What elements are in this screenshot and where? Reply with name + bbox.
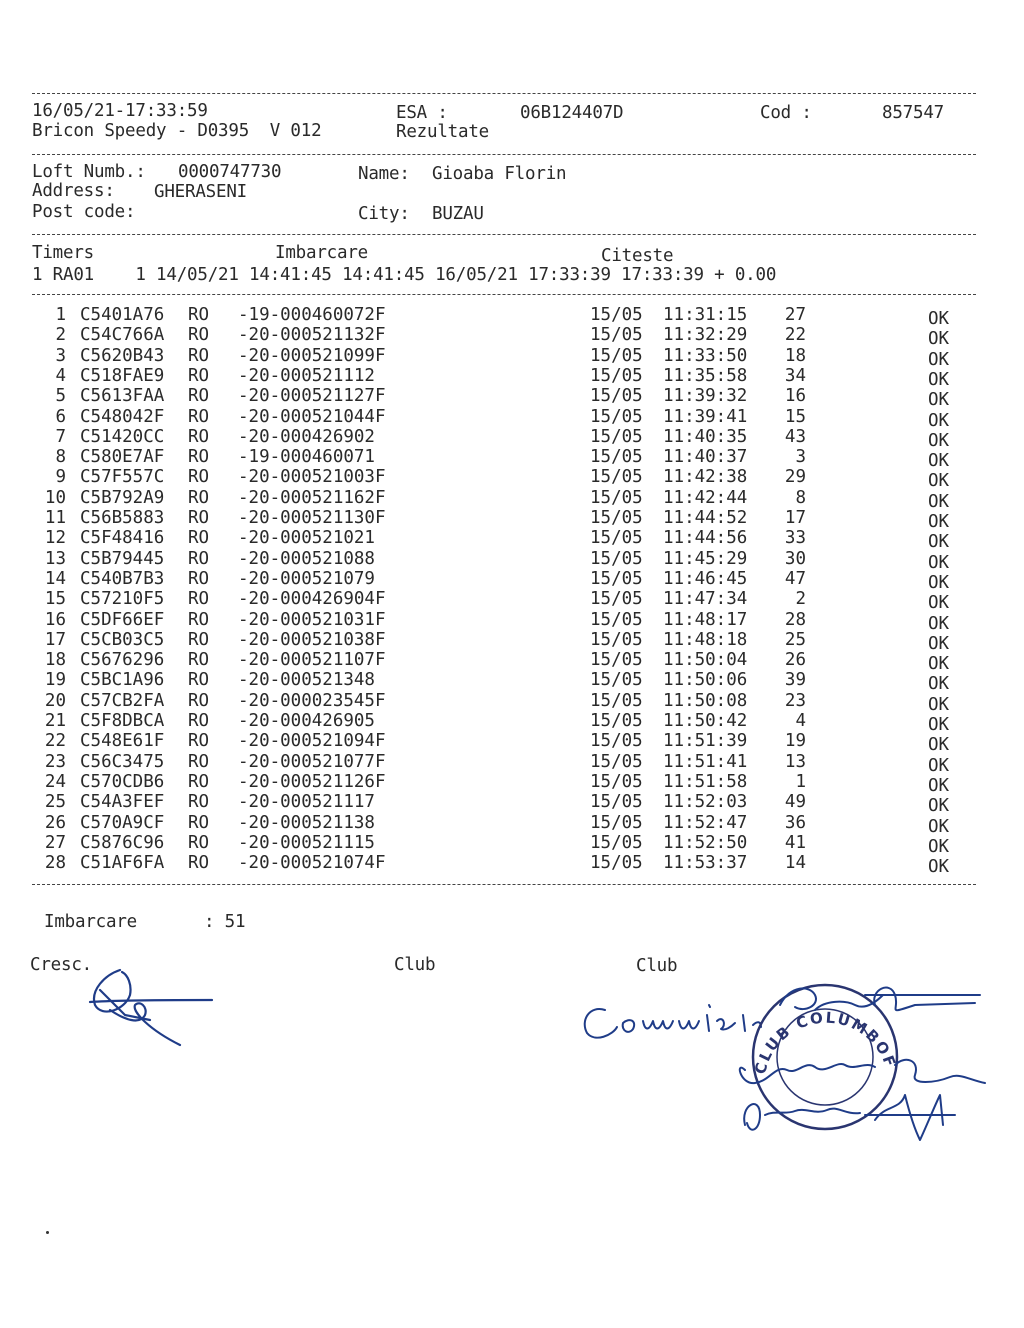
result-date: 15/05 xyxy=(590,508,643,528)
result-date: 15/05 xyxy=(590,792,643,813)
result-ring: -20-000426905 xyxy=(238,711,375,731)
result-ring: -20-000521038F xyxy=(238,629,386,650)
result-chip-code: C57F557C xyxy=(80,467,165,488)
result-position: 30 xyxy=(784,548,806,569)
result-status: OK xyxy=(928,715,950,735)
result-position: 23 xyxy=(784,690,806,711)
result-time: 11:40:37 xyxy=(663,447,748,468)
result-status: OK xyxy=(928,775,950,796)
result-position: 19 xyxy=(784,731,806,752)
result-country: RO xyxy=(188,792,210,813)
separator-results xyxy=(32,294,976,295)
loft-value: 0000747730 xyxy=(178,162,282,182)
result-time: 11:50:42 xyxy=(663,711,748,731)
result-position: 17 xyxy=(784,508,806,528)
result-date: 15/05 xyxy=(590,345,643,366)
result-position: 39 xyxy=(784,670,806,691)
result-country: RO xyxy=(188,812,210,833)
result-country: RO xyxy=(188,690,210,711)
result-status: OK xyxy=(928,491,950,512)
result-ring: -20-000521074F xyxy=(238,853,386,874)
result-row xyxy=(0,792,1024,817)
result-date: 15/05 xyxy=(590,711,643,731)
result-chip-code: C54C766A xyxy=(80,325,165,346)
result-time: 11:50:06 xyxy=(663,670,748,691)
result-ring: -20-000521044F xyxy=(238,406,386,427)
result-chip-code: C5401A76 xyxy=(80,305,165,325)
result-row xyxy=(0,751,1024,776)
result-chip-code: C5BC1A96 xyxy=(80,670,165,691)
footer-imbarcare-label: Imbarcare xyxy=(44,912,138,932)
result-ring: -20-000521117 xyxy=(238,792,375,813)
result-ring: -20-000521138 xyxy=(238,812,375,833)
result-time: 11:32:29 xyxy=(663,325,748,346)
result-time: 11:46:45 xyxy=(663,568,748,589)
result-status: OK xyxy=(928,532,950,553)
result-position: 13 xyxy=(784,751,806,772)
result-status: OK xyxy=(928,613,950,634)
result-number: 3 xyxy=(55,345,66,366)
result-date: 15/05 xyxy=(590,609,643,630)
result-time: 11:48:18 xyxy=(663,629,748,650)
result-number: 7 xyxy=(55,426,66,447)
header-datetime: 16/05/21-17:33:59 xyxy=(32,101,208,121)
result-row xyxy=(0,365,1024,390)
city-value: BUZAU xyxy=(432,204,484,224)
result-row xyxy=(0,467,1024,492)
separator-owner xyxy=(32,154,976,155)
result-chip-code: C548E61F xyxy=(80,731,165,752)
result-chip-code: C540B7B3 xyxy=(80,568,165,589)
result-time: 11:42:38 xyxy=(663,467,748,488)
result-country: RO xyxy=(188,406,210,427)
result-row xyxy=(0,690,1024,715)
result-position: 36 xyxy=(784,812,806,833)
result-number: 16 xyxy=(44,609,66,630)
timers-label: Timers xyxy=(32,243,95,263)
header-cod-value: 857547 xyxy=(882,103,945,123)
result-position: 22 xyxy=(784,325,806,346)
name-value: Gioaba Florin xyxy=(432,164,567,184)
result-number: 14 xyxy=(44,568,66,589)
result-time: 11:50:04 xyxy=(663,650,748,671)
separator-timers xyxy=(32,234,976,235)
result-number: 1 xyxy=(55,305,66,325)
result-row xyxy=(0,853,1024,878)
result-ring: -20-000521126F xyxy=(238,771,386,792)
result-position: 26 xyxy=(784,650,806,671)
result-time: 11:51:39 xyxy=(663,731,748,752)
result-row xyxy=(0,345,1024,370)
result-ring: -20-000023545F xyxy=(238,690,386,711)
result-status: OK xyxy=(928,451,950,472)
result-number: 19 xyxy=(44,670,66,691)
result-status: OK xyxy=(928,369,950,390)
result-date: 15/05 xyxy=(590,690,643,711)
result-chip-code: C5B792A9 xyxy=(80,487,165,508)
result-date: 15/05 xyxy=(590,629,643,650)
result-ring: -20-000426904F xyxy=(238,589,386,610)
result-row xyxy=(0,650,1024,675)
result-country: RO xyxy=(188,447,210,468)
result-ring: -19-000460071 xyxy=(238,447,375,468)
result-status: OK xyxy=(928,593,950,614)
result-ring: -20-000521003F xyxy=(238,467,386,488)
result-date: 15/05 xyxy=(590,325,643,346)
result-row xyxy=(0,832,1024,857)
result-status: OK xyxy=(928,390,950,411)
result-number: 27 xyxy=(44,832,66,853)
result-ring: -20-000521130F xyxy=(238,508,386,528)
result-number: 17 xyxy=(44,629,66,650)
result-number: 22 xyxy=(44,731,66,752)
result-time: 11:42:44 xyxy=(663,487,748,508)
result-position: 18 xyxy=(784,345,806,366)
result-position: 25 xyxy=(784,629,806,650)
result-status: OK xyxy=(928,410,950,431)
header-rezultate: Rezultate xyxy=(396,122,490,142)
result-country: RO xyxy=(188,589,210,610)
result-time: 11:52:47 xyxy=(663,812,748,833)
result-position: 14 xyxy=(784,853,806,874)
result-number: 2 xyxy=(55,325,66,346)
result-chip-code: C51420CC xyxy=(80,426,165,447)
result-time: 11:31:15 xyxy=(663,305,748,325)
result-date: 15/05 xyxy=(590,305,643,325)
address-value: GHERASENI xyxy=(154,182,248,202)
result-country: RO xyxy=(188,853,210,874)
result-ring: -20-000521107F xyxy=(238,650,386,671)
result-position: 15 xyxy=(784,406,806,427)
result-country: RO xyxy=(188,548,210,569)
result-country: RO xyxy=(188,771,210,792)
result-date: 15/05 xyxy=(590,386,643,407)
result-chip-code: C51AF6FA xyxy=(80,853,165,874)
result-status: OK xyxy=(928,857,950,878)
result-status: OK xyxy=(928,694,950,715)
city-label: City: xyxy=(358,204,410,224)
result-chip-code: C5876C96 xyxy=(80,832,165,853)
result-country: RO xyxy=(188,568,210,589)
result-country: RO xyxy=(188,426,210,447)
result-date: 15/05 xyxy=(590,568,643,589)
address-label: Address: xyxy=(32,181,115,201)
result-row xyxy=(0,670,1024,695)
result-chip-code: C518FAE9 xyxy=(80,365,165,386)
result-number: 11 xyxy=(44,508,66,528)
result-date: 15/05 xyxy=(590,731,643,752)
result-ring: -20-000521088 xyxy=(238,548,375,569)
result-time: 11:39:32 xyxy=(663,386,748,407)
result-position: 41 xyxy=(784,832,806,853)
result-country: RO xyxy=(188,731,210,752)
result-chip-code: C5F8DBCA xyxy=(80,711,165,731)
result-chip-code: C57CB2FA xyxy=(80,690,165,711)
result-position: 33 xyxy=(784,528,806,549)
header-esa-label: ESA : xyxy=(396,103,448,123)
result-ring: -20-000521021 xyxy=(238,528,375,549)
result-row xyxy=(0,487,1024,512)
result-chip-code: C5620B43 xyxy=(80,345,165,366)
name-label: Name: xyxy=(358,164,410,184)
result-chip-code: C5F48416 xyxy=(80,528,165,549)
separator-bottom xyxy=(32,884,976,885)
result-chip-code: C56C3475 xyxy=(80,751,165,772)
result-status: OK xyxy=(928,735,950,756)
result-date: 15/05 xyxy=(590,447,643,468)
loft-label: Loft Numb.: xyxy=(32,162,146,182)
result-time: 11:50:08 xyxy=(663,690,748,711)
result-country: RO xyxy=(188,629,210,650)
result-position: 49 xyxy=(784,792,806,813)
club-label-1: Club xyxy=(394,955,436,975)
result-ring: -19-000460072F xyxy=(238,305,386,325)
result-number: 6 xyxy=(55,406,66,427)
result-country: RO xyxy=(188,528,210,549)
result-position: 1 xyxy=(795,771,806,792)
result-row xyxy=(0,731,1024,756)
result-row xyxy=(0,406,1024,431)
result-country: RO xyxy=(188,650,210,671)
result-number: 25 xyxy=(44,792,66,813)
result-chip-code: C570CDB6 xyxy=(80,771,165,792)
result-time: 11:44:52 xyxy=(663,508,748,528)
result-chip-code: C5676296 xyxy=(80,650,165,671)
separator-top xyxy=(32,93,976,94)
result-country: RO xyxy=(188,487,210,508)
header-cod-label: Cod : xyxy=(760,103,812,123)
result-row xyxy=(0,305,1024,329)
result-row xyxy=(0,629,1024,654)
result-position: 27 xyxy=(784,305,806,325)
result-position: 16 xyxy=(784,386,806,407)
result-date: 15/05 xyxy=(590,670,643,691)
result-chip-code: C57210F5 xyxy=(80,589,165,610)
result-ring: -20-000521115 xyxy=(238,832,375,853)
result-date: 15/05 xyxy=(590,467,643,488)
result-date: 15/05 xyxy=(590,751,643,772)
timers-line: 1 RA01 1 14/05/21 14:41:45 14:41:45 16/05/21 17:33:39 17:33:39 + 0.00 xyxy=(32,265,777,285)
result-number: 10 xyxy=(44,487,66,508)
result-chip-code: C5DF66EF xyxy=(80,609,165,630)
result-ring: -20-000521079 xyxy=(238,568,375,589)
result-time: 11:39:41 xyxy=(663,406,748,427)
result-time: 11:40:35 xyxy=(663,426,748,447)
result-row xyxy=(0,771,1024,796)
club-label-2: Club xyxy=(636,956,678,976)
result-chip-code: C548042F xyxy=(80,406,165,427)
result-row xyxy=(0,447,1024,472)
result-time: 11:53:37 xyxy=(663,853,748,874)
result-date: 15/05 xyxy=(590,771,643,792)
result-number: 28 xyxy=(44,853,66,874)
result-chip-code: C570A9CF xyxy=(80,812,165,833)
result-row xyxy=(0,568,1024,593)
header-esa-value: 06B124407D xyxy=(520,103,624,123)
result-position: 2 xyxy=(795,589,806,610)
footer-imbarcare-value: : 51 xyxy=(204,912,246,932)
result-status: OK xyxy=(928,796,950,817)
result-country: RO xyxy=(188,386,210,407)
signature-breeder xyxy=(80,960,220,1055)
result-country: RO xyxy=(188,365,210,386)
result-number: 5 xyxy=(55,386,66,407)
result-number: 20 xyxy=(44,690,66,711)
result-status: OK xyxy=(928,572,950,593)
result-date: 15/05 xyxy=(590,426,643,447)
result-status: OK xyxy=(928,471,950,492)
result-status: OK xyxy=(928,674,950,695)
result-country: RO xyxy=(188,670,210,691)
timers-citeste-label: Citeste xyxy=(601,246,674,266)
result-date: 15/05 xyxy=(590,406,643,427)
result-time: 11:44:56 xyxy=(663,528,748,549)
result-ring: -20-000426902 xyxy=(238,426,375,447)
result-country: RO xyxy=(188,751,210,772)
result-status: OK xyxy=(928,430,950,451)
result-number: 24 xyxy=(44,771,66,792)
result-status: OK xyxy=(928,552,950,573)
result-status: OK xyxy=(928,349,950,370)
result-country: RO xyxy=(188,711,210,731)
header-software: Bricon Speedy - D0395 V 012 xyxy=(32,121,322,141)
result-time: 11:47:34 xyxy=(663,589,748,610)
result-number: 23 xyxy=(44,751,66,772)
result-position: 43 xyxy=(784,426,806,447)
result-country: RO xyxy=(188,832,210,853)
result-chip-code: C54A3FEF xyxy=(80,792,165,813)
result-ring: -20-000521099F xyxy=(238,345,386,366)
result-position: 29 xyxy=(784,467,806,488)
result-time: 11:45:29 xyxy=(663,548,748,569)
result-chip-code: C5613FAA xyxy=(80,386,165,407)
result-date: 15/05 xyxy=(590,548,643,569)
result-chip-code: C5CB03C5 xyxy=(80,629,165,650)
result-number: 8 xyxy=(55,447,66,468)
result-status: OK xyxy=(928,512,950,532)
result-date: 15/05 xyxy=(590,832,643,853)
result-status: OK xyxy=(928,329,950,350)
result-time: 11:33:50 xyxy=(663,345,748,366)
result-ring: -20-000521031F xyxy=(238,609,386,630)
stray-dot xyxy=(46,1231,49,1234)
result-status: OK xyxy=(928,816,950,837)
result-row xyxy=(0,528,1024,553)
result-number: 18 xyxy=(44,650,66,671)
result-ring: -20-000521348 xyxy=(238,670,375,691)
result-number: 26 xyxy=(44,812,66,833)
result-status: OK xyxy=(928,836,950,857)
result-time: 11:51:58 xyxy=(663,771,748,792)
result-country: RO xyxy=(188,508,210,528)
result-row xyxy=(0,325,1024,350)
result-number: 15 xyxy=(44,589,66,610)
result-chip-code: C5B79445 xyxy=(80,548,165,569)
result-country: RO xyxy=(188,467,210,488)
timers-imbarcare-label: Imbarcare xyxy=(275,243,369,263)
result-position: 28 xyxy=(784,609,806,630)
result-country: RO xyxy=(188,345,210,366)
result-number: 4 xyxy=(55,365,66,386)
postcode-label: Post code: xyxy=(32,202,136,222)
result-date: 15/05 xyxy=(590,487,643,508)
signature-committee xyxy=(569,951,995,1160)
result-country: RO xyxy=(188,305,210,325)
result-date: 15/05 xyxy=(590,853,643,874)
result-date: 15/05 xyxy=(590,589,643,610)
result-time: 11:52:03 xyxy=(663,792,748,813)
result-status: OK xyxy=(928,654,950,675)
result-chip-code: C56B5883 xyxy=(80,508,165,528)
result-ring: -20-000521112 xyxy=(238,365,375,386)
result-position: 4 xyxy=(795,711,806,731)
cresc-label: Cresc. xyxy=(30,955,93,975)
result-position: 8 xyxy=(795,487,806,508)
result-ring: -20-000521127F xyxy=(238,386,386,407)
result-status: OK xyxy=(928,755,950,776)
result-row xyxy=(0,589,1024,614)
result-position: 3 xyxy=(795,447,806,468)
result-row xyxy=(0,812,1024,837)
result-row xyxy=(0,426,1024,451)
result-time: 11:52:50 xyxy=(663,832,748,853)
result-row xyxy=(0,386,1024,411)
result-chip-code: C580E7AF xyxy=(80,447,165,468)
result-country: RO xyxy=(188,325,210,346)
result-position: 34 xyxy=(784,365,806,386)
result-time: 11:35:58 xyxy=(663,365,748,386)
result-number: 13 xyxy=(44,548,66,569)
result-row xyxy=(0,711,1024,735)
result-ring: -20-000521077F xyxy=(238,751,386,772)
result-ring: -20-000521094F xyxy=(238,731,386,752)
result-time: 11:48:17 xyxy=(663,609,748,630)
result-position: 47 xyxy=(784,568,806,589)
result-row xyxy=(0,548,1024,573)
result-number: 12 xyxy=(44,528,66,549)
result-ring: -20-000521132F xyxy=(238,325,386,346)
result-country: RO xyxy=(188,609,210,630)
result-number: 21 xyxy=(44,711,66,731)
result-date: 15/05 xyxy=(590,528,643,549)
result-time: 11:51:41 xyxy=(663,751,748,772)
result-status: OK xyxy=(928,309,950,329)
result-status: OK xyxy=(928,633,950,654)
result-number: 9 xyxy=(55,467,66,488)
stamp-text: CLUB COLUMBOFIL xyxy=(569,951,900,1077)
result-date: 15/05 xyxy=(590,812,643,833)
result-date: 15/05 xyxy=(590,365,643,386)
result-row xyxy=(0,609,1024,634)
result-ring: -20-000521162F xyxy=(238,487,386,508)
result-date: 15/05 xyxy=(590,650,643,671)
result-row xyxy=(0,508,1024,532)
